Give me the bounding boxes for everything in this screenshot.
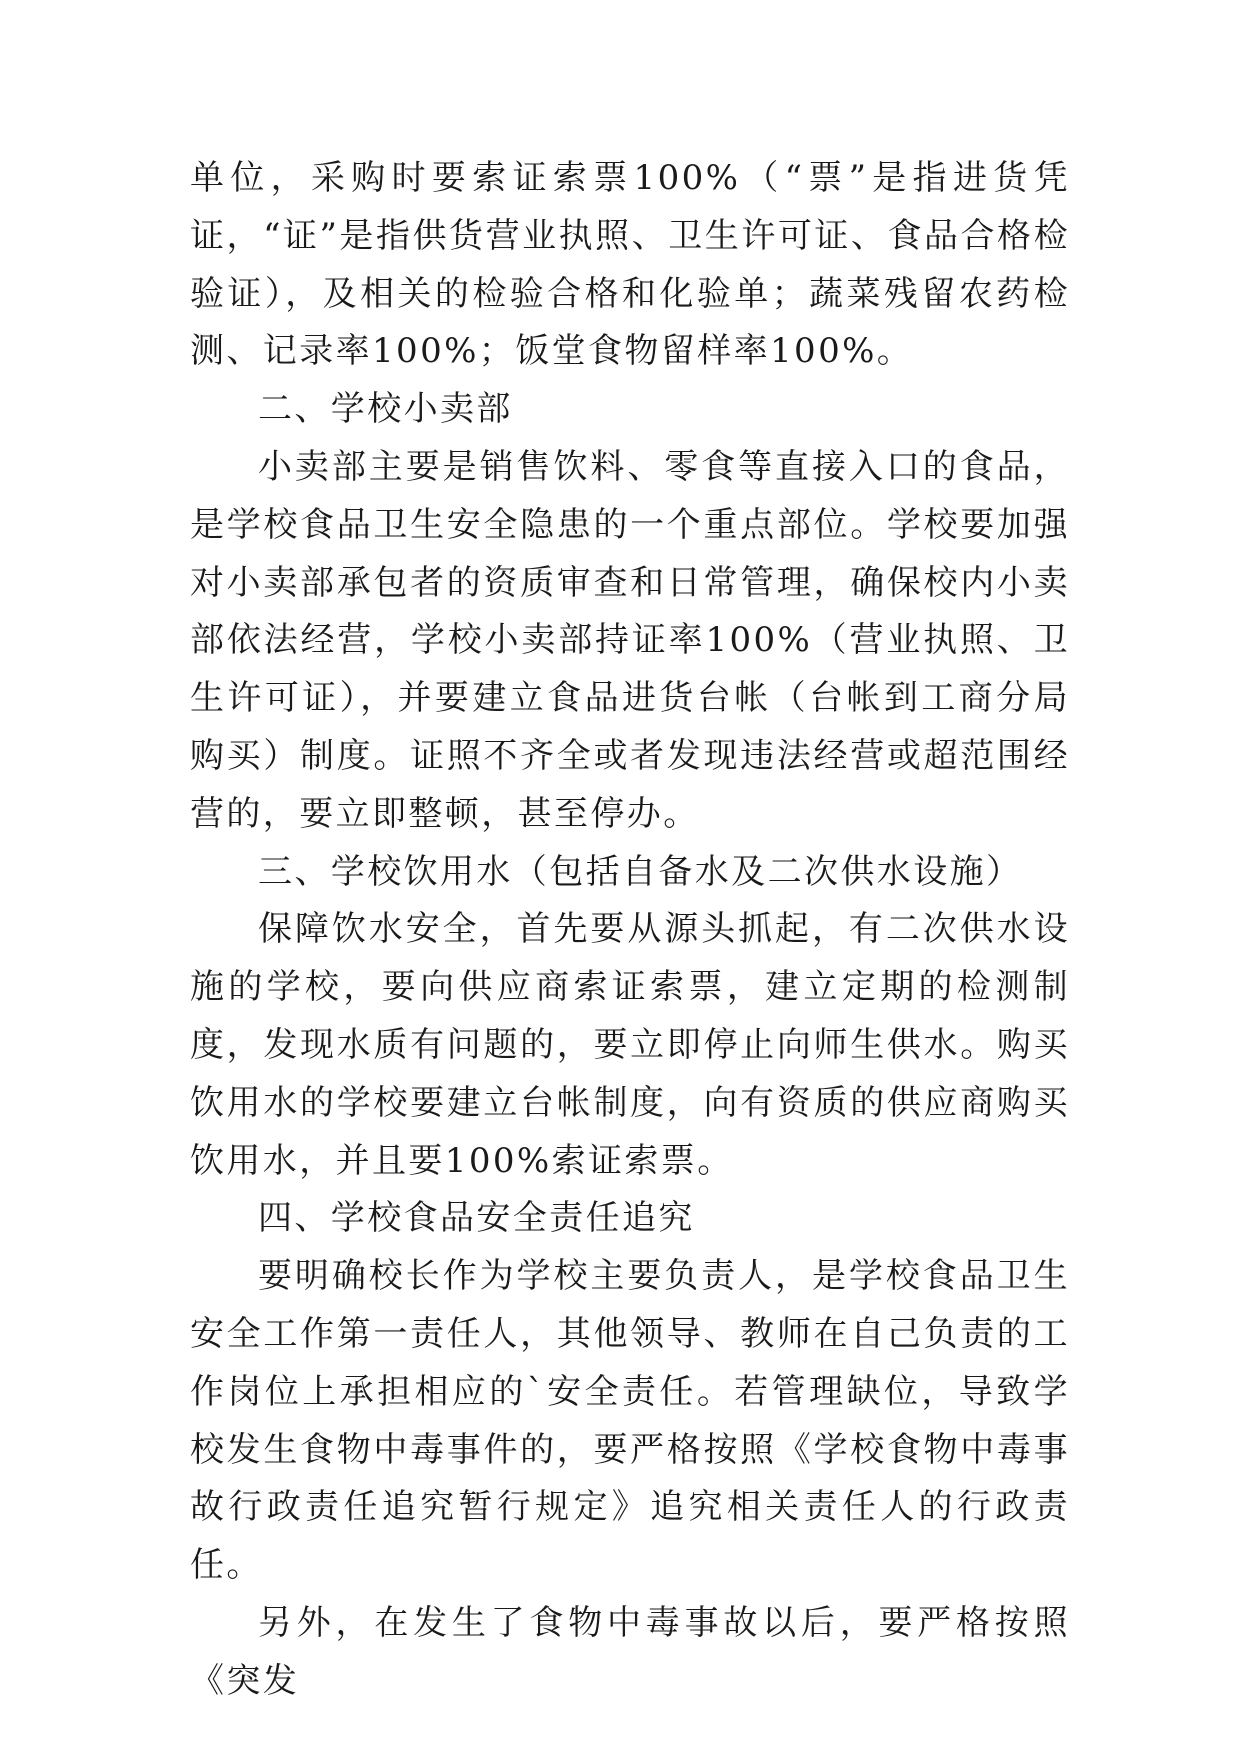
paragraph-aftermath: 另外，在发生了食物中毒事故以后，要严格按照《突发 bbox=[190, 1602, 1070, 1701]
section-heading-accountability: 四、学校食品安全责任追究 bbox=[258, 1198, 695, 1239]
paragraph-drinking-water: 保障饮水安全，首先要从源头抓起，有二次供水设施的学校，要向供应商索证索票，建立定期的检测制度，发现水质有问题的，要立即停止向师生供水。购买饮用水的学校要建立台帐制度，向有资质的供应商购买饮用水，并且要100%索证索票。 bbox=[190, 909, 1070, 1181]
section-heading-drinking-water: 三、学校饮用水（包括自备水及二次供水设施） bbox=[258, 851, 1023, 892]
document-body bbox=[190, 150, 1070, 1711]
section-heading-school-shop: 二、学校小卖部 bbox=[258, 389, 513, 430]
paragraph-accountability: 要明确校长作为学校主要负责人，是学校食品卫生安全工作第一责任人，其他领导、教师在自己负责的工作岗位上承担相应的`安全责任。若管理缺位，导致学校发生食物中毒事件的，要严格按照《学校食物中毒事故行政责任追究暂行规定》追究相关责任人的行政责任。 bbox=[190, 1256, 1070, 1586]
paragraph-procurement-continued: 单位，采购时要索证索票100%（“票”是指进货凭证，“证”是指供货营业执照、卫生许可证、食品合格检验证），及相关的检验合格和化验单；蔬菜残留农药检测、记录率100%；饭堂食物留样率100%。 bbox=[190, 158, 1070, 372]
paragraph-school-shop: 小卖部主要是销售饮料、零食等直接入口的食品，是学校食品卫生安全隐患的一个重点部位。学校要加强对小卖部承包者的资质审查和日常管理，确保校内小卖部依法经营，学校小卖部持证率100%（营业执照、卫生许可证），并要建立食品进货台帐（台帐到工商分局购买）制度。证照不齐全或者发现违法经营或超范围经营的，要立即整顿，甚至停办。 bbox=[190, 446, 1070, 834]
